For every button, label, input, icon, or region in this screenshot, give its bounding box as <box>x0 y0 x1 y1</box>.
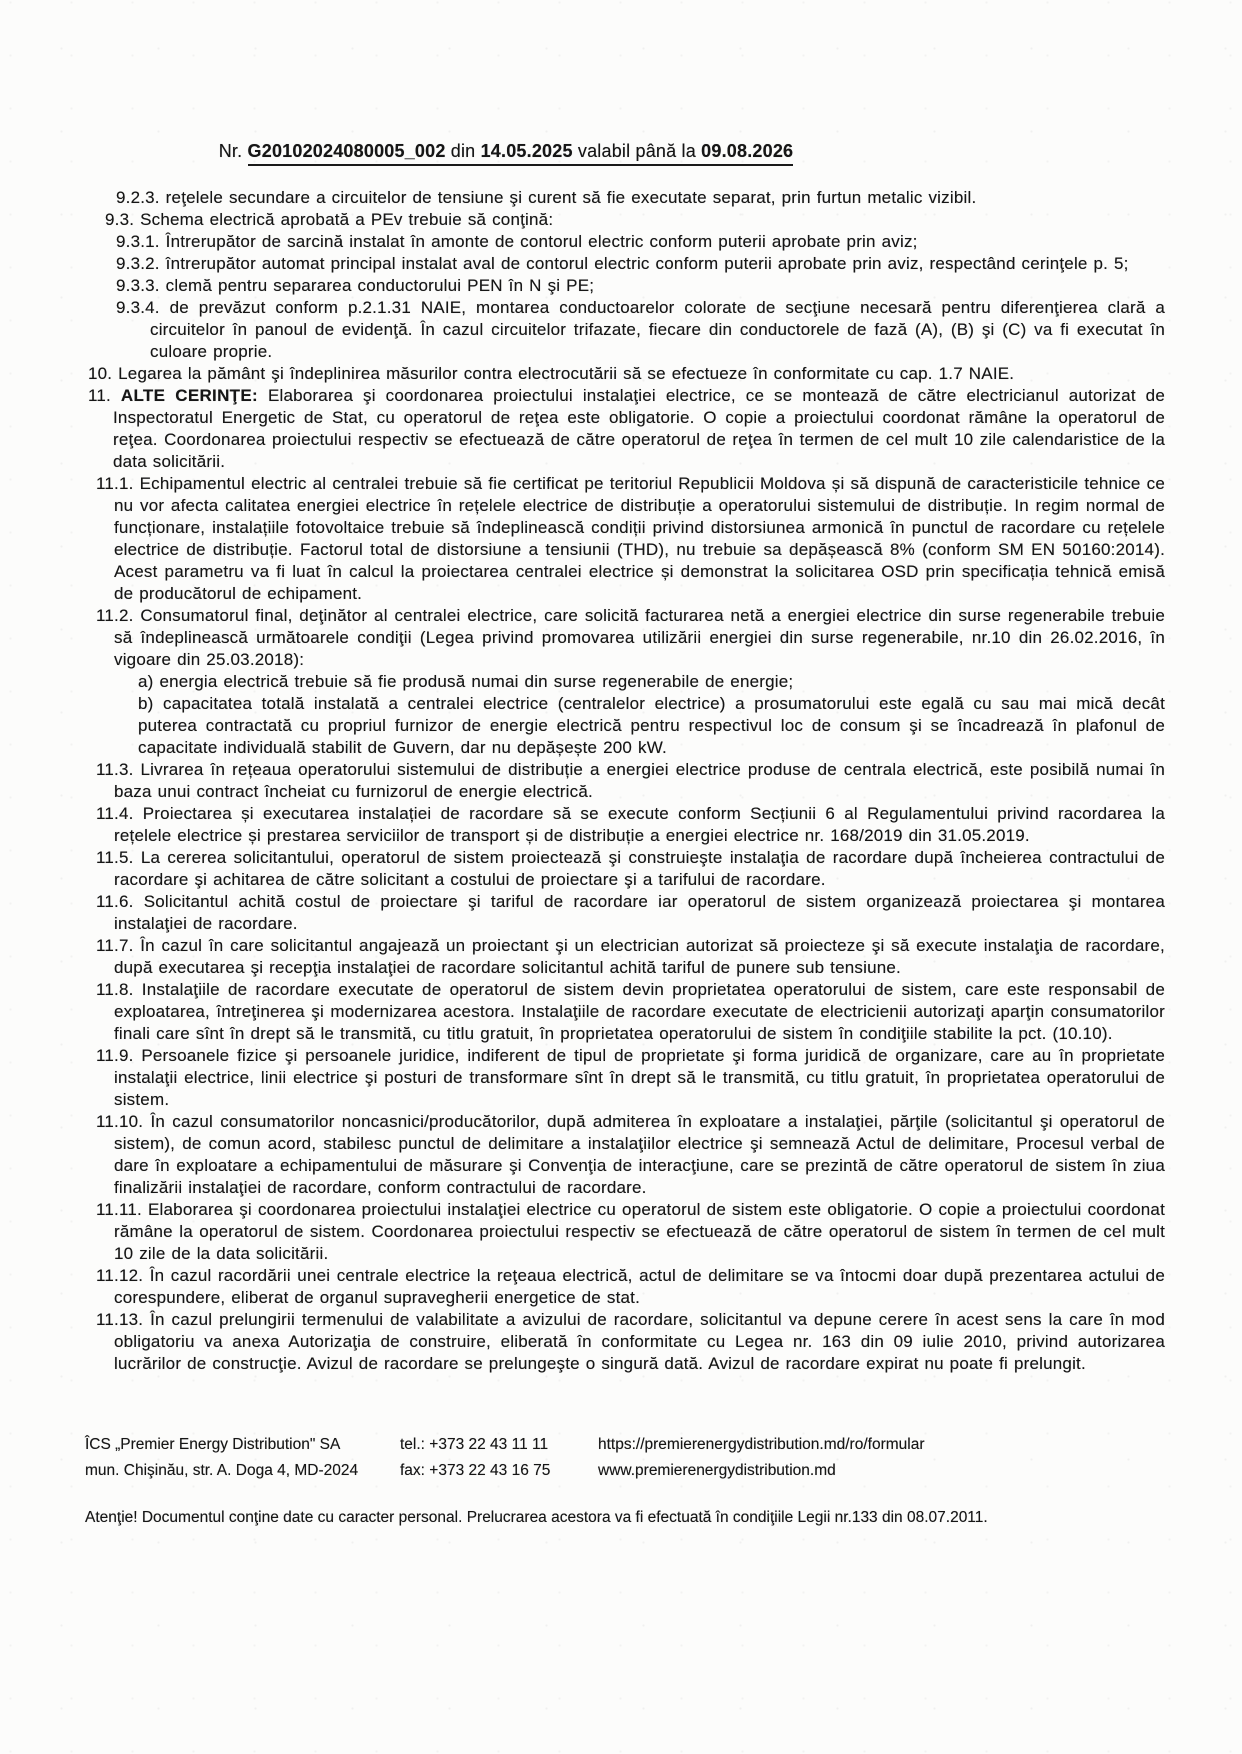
paragraph-11-13: 11.13. În cazul prelungirii termenului de valabilitate a avizului de racordare, solicitantul va depune cerere în acest sens la care în mod obligatoriu va anexa Autorizaţia de construire, eliberată în conformitate cu Legea nr. 163 din 09 iulie 2010, privind autorizarea lucrărilor de construcţie. Avizul de racordare se prelungeşte o singură dată. Avizul de racordare expirat nu poate fi prelungit. <box>96 1310 1165 1373</box>
header-part: G20102024080005_002 <box>248 141 446 166</box>
paragraph-number: 11.6. <box>96 892 144 911</box>
document-number-line <box>0 138 1012 164</box>
header-part: 09.08.2026 <box>701 141 793 166</box>
paragraph-b: b) capacitatea totală instalată a centralei electrice (centralelor electrice) a prosumatorului este egală cu sau mai mică decât puterea contractată cu propriul furnizor de energie electrică pentru respectivul loc de consum şi se încadrează în plafonul de capacitate individuală stabilit de Guvern, dar nu depășește 200 kW. <box>138 694 1165 757</box>
header-part: Nr. <box>218 141 248 161</box>
paragraph-number: 11.5. <box>96 848 141 867</box>
paragraph-10: 10. Legarea la pământ şi îndeplinirea măsurilor contra electrocutării să se efectueze în conformitate cu cap. 1.7 NAIE. <box>88 364 1015 383</box>
paragraph-11-6: 11.6. Solicitantul achită costul de proiectare şi tariful de racordare iar operatorul de sistem organizează proiectarea şi montarea instalaţiei de racordare. <box>96 892 1165 933</box>
header-part: valabil până la <box>573 141 702 166</box>
paragraph-number: 11.9. <box>96 1046 142 1065</box>
paragraph-11-10: 11.10. În cazul consumatorilor noncasnici/producătorilor, după admiterea în exploatare a instalaţiei, părţile (solicitantul şi operatorul de sistem), de comun acord, stabilesc punctul de delimitare a instalaţiilor electrice şi semnează Actul de delimitare, Procesul verbal de dare în exploatare a echipamentului de măsurare şi Convenţia de interacţiune, care se prezintă de către operatorul de sistem în ziua finalizării instalaţiei de racordare, conform contractului de racordare. <box>96 1112 1165 1197</box>
paragraph-number: 11.2. <box>96 606 141 625</box>
footer-site-url: www.premierenergydistribution.md <box>598 1462 836 1479</box>
paragraph-11-8: 11.8. Instalaţiile de racordare executate de operatorul de sistem devin proprietatea operatorului de sistem, care este responsabil de exploatarea, întreţinerea şi modernizarea acestora. Instalaţiile de racordare executate de electricienii autorizaţi aparţin consumatorilor finali care sînt în drept să le transmită, cu titlu gratuit, în proprietatea operatorului de sistem în condiţiile stabilite la pct. (10.10). <box>96 980 1165 1043</box>
paragraph-number: 11.12. <box>96 1266 150 1285</box>
paragraph-number: 11.10. <box>96 1112 151 1131</box>
paragraph-11-3: 11.3. Livrarea în rețeaua operatorului sistemului de distribuție a energiei electrice produse de centrala electrică, este posibilă numai în baza unui contract încheiat cu furnizorul de energie electrică. <box>96 760 1165 801</box>
paragraph-9-3-2: 9.3.2. întrerupător automat principal instalat aval de contorul electric conform puterii aprobate prin aviz, respectând cerinţele p. 5; <box>116 254 1129 273</box>
footer-company-block <box>85 1432 400 1484</box>
paragraph-number: 11. <box>88 386 121 405</box>
paragraph-11-7: 11.7. În cazul în care solicitantul angajează un proiectant şi un electrician autorizat să proiecteze şi să execute instalaţia de racordare, după executarea şi recepţia instalaţiei de racordare solicitantul achită tariful de punere sub tensiune. <box>96 936 1165 977</box>
paragraph-number: 11.13. <box>96 1310 151 1329</box>
footer-links-block <box>598 1432 1180 1484</box>
paragraph-bold-heading: ALTE CERINŢE: <box>120 386 268 405</box>
footer-form-url: https://premierenergydistribution.md/ro/formular <box>598 1436 925 1453</box>
footer <box>85 1432 1180 1484</box>
paragraph-11-4: 11.4. Proiectarea și executarea instalației de racordare să se execute conform Secțiunii 6 al Regulamentului privind racordarea la rețelele electrice și prestarea serviciilor de transport și de distribuție a energiei electrice nr. 168/2019 din 31.05.2019. <box>96 804 1165 845</box>
paragraph-11-12: 11.12. În cazul racordării unei centrale electrice la reţeaua electrică, actul de delimitare se va întocmi doar după prezentarea actului de corespundere, eliberat de organul supravegherii energetice de stat. <box>96 1266 1165 1307</box>
paragraph-number: 11.11. <box>96 1200 148 1219</box>
paragraph-number: 11.7. <box>96 936 141 955</box>
paragraph-number: 9.3.4. <box>116 298 170 317</box>
paragraph-number: 9.3. <box>105 210 141 229</box>
document-body <box>88 187 1165 1375</box>
paragraph-number: 9.2.3. <box>116 188 166 207</box>
paragraph-a: a) energia electrică trebuie să fie produsă numai din surse regenerabile de energie; <box>138 672 794 691</box>
paragraph-number: 9.3.2. <box>116 254 166 273</box>
paragraph-number: 10. <box>88 364 119 383</box>
paragraph-9-3: 9.3. Schema electrică aprobată a PEv trebuie să conţină: <box>105 210 554 229</box>
paragraph-number: 11.4. <box>96 804 143 823</box>
paragraph-number: 11.1. <box>96 474 140 493</box>
paragraph-9-3-3: 9.3.3. clemă pentru separarea conductorului PEN în N şi PE; <box>116 276 595 295</box>
company-name: ÎCS „Premier Energy Distribution" SA <box>85 1436 341 1453</box>
footer-fax: fax: +373 22 43 16 75 <box>400 1462 551 1479</box>
personal-data-notice: Atenţie! Documentul conţine date cu caracter personal. Prelucrarea acestora va fi efectuată în condiţiile Legii nr.133 din 08.07.2011. <box>85 1509 988 1526</box>
paragraph-9-3-4: 9.3.4. de prevăzut conform p.2.1.31 NAIE, montarea conductoarelor colorate de secţiune necesară pentru diferenţierea clară a circuitelor în panoul de evidenţă. În cazul circuitelor trifazate, fiecare din conductorele de fază (A), (B) şi (C) va fi executat în culoare proprie. <box>116 298 1165 361</box>
footer-phone-block <box>400 1432 598 1484</box>
paragraph-11-11: 11.11. Elaborarea şi coordonarea proiectului instalaţiei electrice cu operatorul de sistem este obligatorie. O copie a proiectului coordonat rămâne la operatorul de sistem. Coordonarea proiectului respectiv se efectuează de către operatorul de sistem în termen de cel mult 10 zile de la data solicitării. <box>96 1200 1165 1263</box>
paragraph-11-9: 11.9. Persoanele fizice şi persoanele juridice, indiferent de tipul de proprietate şi forma juridică de organizare, care au în proprietate instalaţii electrice, linii electrice şi posturi de transformare sînt în drept să le transmită, cu titlu gratuit, în proprietatea operatorului de sistem. <box>96 1046 1165 1109</box>
footer-tel: tel.: +373 22 43 11 11 <box>400 1436 549 1453</box>
paragraph-number: 11.8. <box>96 980 142 999</box>
paragraph-9-3-1: 9.3.1. Întrerupător de sarcină instalat în amonte de contorul electric conform puterii aprobate prin aviz; <box>116 232 918 251</box>
paragraph-9-2-3: 9.2.3. reţelele secundare a circuitelor de tensiune şi curent să fie executate separat, prin furtun metalic vizibil. <box>116 188 977 207</box>
paragraph-11-2: 11.2. Consumatorul final, deţinător al centralei electrice, care solicită facturarea netă a energiei electrice din surse regenerabile trebuie să îndeplinească următoarele condiţii (Legea privind promovarea utilizării energiei din surse regenerabile, nr.10 din 26.02.2016, în vigoare din 25.03.2018): <box>96 606 1165 669</box>
paragraph-number: 9.3.1. <box>116 232 166 251</box>
paragraph-11-1: 11.1. Echipamentul electric al centralei trebuie să fie certificat pe teritoriul Republicii Moldova și să dispună de caracteristicile tehnice ce nu vor afecta calitatea energiei electrice în rețelele electrice de distribuție a operatorului sistemului de distribuție. In regim normal de funcționare, instalațiile fotovoltaice trebuie să îndeplinească condiții privind distorsiunea armonică în punctul de racordare cu rețelele electrice de distribuție. Factorul total de distorsiune a tensiunii (THD), nu trebuie sa depășească 8% (conform SM EN 50160:2014). Acest parametru va fi luat în calcul la proiectarea centralei electrice și demonstrat la solicitarea OSD prin specificația tehnică emisă de producătorul de echipament. <box>96 474 1165 603</box>
paragraph-11-5: 11.5. La cererea solicitantului, operatorul de sistem proiectează şi construieşte instalaţia de racordare după încheierea contractului de racordare şi achitarea de către solicitant a costului de proiectare şi a tarifului de racordare. <box>96 848 1165 889</box>
paragraph-number: 9.3.3. <box>116 276 166 295</box>
header-part: 14.05.2025 <box>481 141 573 166</box>
company-address: mun. Chişinău, str. A. Doga 4, MD-2024 <box>85 1462 359 1479</box>
paragraph-number: 11.3. <box>96 760 141 779</box>
paragraph-11: 11. ALTE CERINŢE: Elaborarea şi coordonarea proiectului instalaţiei electrice, ce se montează de către electricianul autorizat de Inspectoratul Energetic de Stat, cu operatorul de reţea este obligatorie. O copie a proiectului coordonat rămâne la operatorul de reţea. Coordonarea proiectului respectiv se efectuează de către operatorul de reţea în termen de cel mult 10 zile calendaristice de la data solicitării. <box>88 386 1165 471</box>
header-part: din <box>446 141 481 166</box>
